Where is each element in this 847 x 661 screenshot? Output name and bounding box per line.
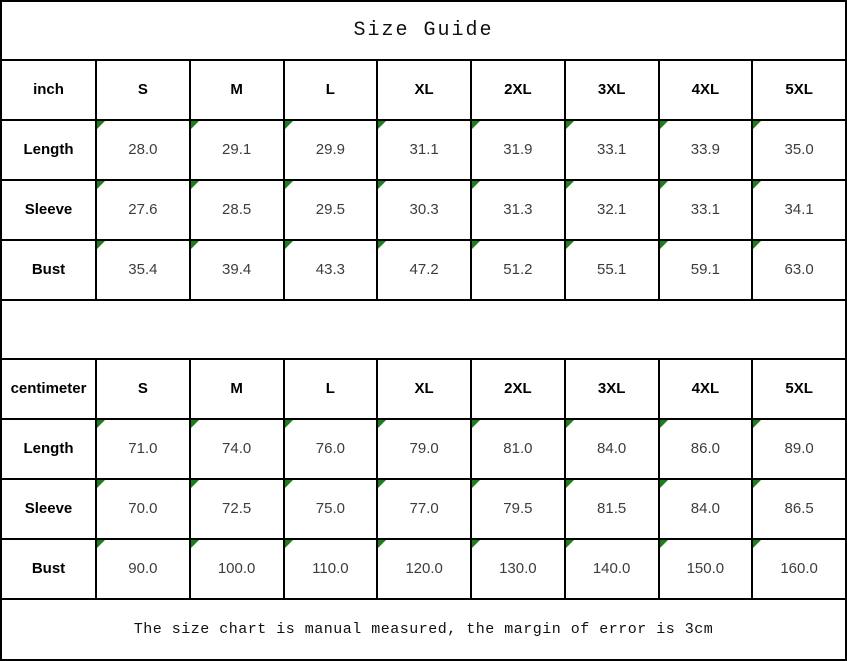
size-header-l: L <box>284 359 378 419</box>
value-cell <box>565 539 659 599</box>
cm-sleeve-row <box>1 479 846 539</box>
value-cell <box>96 240 190 300</box>
cell-flag-icon <box>566 241 574 249</box>
cell-flag-icon <box>660 121 668 129</box>
cell-flag-icon <box>472 540 480 548</box>
value-text: 81.0 <box>503 440 533 458</box>
value-text: 33.9 <box>690 141 720 159</box>
value-text: 34.1 <box>784 201 814 219</box>
value-cell <box>471 180 565 240</box>
value-text: 33.1 <box>597 141 627 159</box>
inch-sleeve-row <box>1 180 846 240</box>
cell-flag-icon <box>97 241 105 249</box>
cell-flag-icon <box>191 540 199 548</box>
inch-length-row <box>1 120 846 180</box>
value-text: 72.5 <box>222 500 252 518</box>
cell-flag-icon <box>472 121 480 129</box>
inch-bust-row <box>1 240 846 300</box>
size-header-m: M <box>190 60 284 120</box>
size-header-4xl: 4XL <box>659 60 753 120</box>
size-header-4xl: 4XL <box>659 359 753 419</box>
value-text: 28.5 <box>222 201 252 219</box>
value-text: 31.9 <box>503 141 533 159</box>
cell-flag-icon <box>191 241 199 249</box>
value-text: 81.5 <box>597 500 627 518</box>
value-text: 100.0 <box>217 560 256 578</box>
value-text: 28.0 <box>128 141 158 159</box>
row-label-bust: Bust <box>1 240 96 300</box>
value-text: 33.1 <box>690 201 720 219</box>
cell-flag-icon <box>285 420 293 428</box>
size-header-5xl: 5XL <box>752 60 846 120</box>
size-header-2xl: 2XL <box>471 60 565 120</box>
value-cell <box>752 120 846 180</box>
cell-flag-icon <box>660 420 668 428</box>
value-text: 150.0 <box>686 560 725 578</box>
value-cell <box>752 240 846 300</box>
cell-flag-icon <box>378 540 386 548</box>
cell-flag-icon <box>753 181 761 189</box>
value-cell <box>284 240 378 300</box>
value-cell <box>752 479 846 539</box>
value-text: 55.1 <box>597 261 627 279</box>
value-text: 59.1 <box>690 261 720 279</box>
value-cell <box>659 120 753 180</box>
value-text: 29.1 <box>222 141 252 159</box>
value-cell <box>659 539 753 599</box>
value-cell <box>96 180 190 240</box>
size-header-l: L <box>284 60 378 120</box>
value-text: 35.4 <box>128 261 158 279</box>
value-cell <box>471 539 565 599</box>
value-cell <box>565 419 659 479</box>
value-cell <box>190 539 284 599</box>
value-text: 84.0 <box>690 500 720 518</box>
size-header-3xl: 3XL <box>565 60 659 120</box>
value-text: 75.0 <box>315 500 345 518</box>
value-cell <box>190 479 284 539</box>
value-text: 76.0 <box>315 440 345 458</box>
value-text: 39.4 <box>222 261 252 279</box>
value-cell <box>284 419 378 479</box>
value-text: 84.0 <box>597 440 627 458</box>
cell-flag-icon <box>97 121 105 129</box>
value-cell <box>96 479 190 539</box>
value-cell <box>377 180 471 240</box>
spacer-row <box>1 300 846 359</box>
cm-header-row <box>1 359 846 419</box>
value-cell <box>284 479 378 539</box>
size-header-m: M <box>190 359 284 419</box>
row-label-sleeve: Sleeve <box>1 479 96 539</box>
value-cell <box>96 419 190 479</box>
value-cell <box>377 120 471 180</box>
value-text: 31.3 <box>503 201 533 219</box>
value-cell <box>752 180 846 240</box>
cell-flag-icon <box>285 480 293 488</box>
row-label-length: Length <box>1 120 96 180</box>
size-header-2xl: 2XL <box>471 359 565 419</box>
row-label-sleeve: Sleeve <box>1 180 96 240</box>
value-text: 70.0 <box>128 500 158 518</box>
value-text: 140.0 <box>592 560 631 578</box>
value-text: 77.0 <box>409 500 439 518</box>
value-cell <box>471 419 565 479</box>
value-text: 79.5 <box>503 500 533 518</box>
inch-header-row <box>1 60 846 120</box>
value-text: 63.0 <box>784 261 814 279</box>
cell-flag-icon <box>97 480 105 488</box>
value-text: 32.1 <box>597 201 627 219</box>
value-text: 31.1 <box>409 141 439 159</box>
value-cell <box>190 419 284 479</box>
size-header-5xl: 5XL <box>752 359 846 419</box>
cell-flag-icon <box>753 480 761 488</box>
value-cell <box>96 120 190 180</box>
cell-flag-icon <box>472 420 480 428</box>
value-text: 30.3 <box>409 201 439 219</box>
value-cell <box>190 180 284 240</box>
value-text: 89.0 <box>784 440 814 458</box>
cell-flag-icon <box>378 420 386 428</box>
value-cell <box>284 539 378 599</box>
row-label-length: Length <box>1 419 96 479</box>
value-cell <box>659 240 753 300</box>
value-text: 74.0 <box>222 440 252 458</box>
value-text: 47.2 <box>409 261 439 279</box>
cell-flag-icon <box>97 181 105 189</box>
value-text: 29.9 <box>315 141 345 159</box>
cell-flag-icon <box>472 480 480 488</box>
value-text: 130.0 <box>499 560 537 578</box>
unit-header-centimeter: centimeter <box>1 359 96 419</box>
value-cell <box>752 419 846 479</box>
footer-note: The size chart is manual measured, the margin of error is 3cm <box>1 599 846 660</box>
cell-flag-icon <box>753 241 761 249</box>
value-cell <box>659 479 753 539</box>
size-header-xl: XL <box>377 359 471 419</box>
cell-flag-icon <box>97 540 105 548</box>
cm-length-row <box>1 419 846 479</box>
value-cell <box>377 479 471 539</box>
value-cell <box>752 539 846 599</box>
cell-flag-icon <box>753 540 761 548</box>
cell-flag-icon <box>378 181 386 189</box>
value-text: 71.0 <box>128 440 158 458</box>
value-cell <box>284 180 378 240</box>
cell-flag-icon <box>378 480 386 488</box>
cell-flag-icon <box>660 181 668 189</box>
unit-header-inch: inch <box>1 60 96 120</box>
value-text: 51.2 <box>503 261 533 279</box>
cell-flag-icon <box>660 540 668 548</box>
title-row <box>1 1 846 60</box>
value-cell <box>377 240 471 300</box>
value-cell <box>377 539 471 599</box>
value-cell <box>471 479 565 539</box>
value-cell <box>565 479 659 539</box>
cell-flag-icon <box>566 420 574 428</box>
page-title: Size Guide <box>1 1 846 60</box>
value-cell <box>565 120 659 180</box>
value-cell <box>659 180 753 240</box>
cell-flag-icon <box>97 420 105 428</box>
size-header-s: S <box>96 359 190 419</box>
size-header-xl: XL <box>377 60 471 120</box>
value-cell <box>190 240 284 300</box>
value-text: 110.0 <box>312 560 349 578</box>
cell-flag-icon <box>378 121 386 129</box>
cell-flag-icon <box>191 420 199 428</box>
cell-flag-icon <box>566 540 574 548</box>
footer-row <box>1 599 846 660</box>
cell-flag-icon <box>191 480 199 488</box>
size-header-s: S <box>96 60 190 120</box>
value-text: 86.0 <box>690 440 720 458</box>
value-text: 27.6 <box>128 201 158 219</box>
value-cell <box>565 180 659 240</box>
cell-flag-icon <box>191 181 199 189</box>
row-label-bust: Bust <box>1 539 96 599</box>
cell-flag-icon <box>285 181 293 189</box>
value-text: 35.0 <box>784 141 814 159</box>
value-cell <box>96 539 190 599</box>
cell-flag-icon <box>753 121 761 129</box>
cell-flag-icon <box>566 121 574 129</box>
value-cell <box>377 419 471 479</box>
value-cell <box>471 120 565 180</box>
spacer-cell <box>1 300 846 359</box>
cell-flag-icon <box>285 121 293 129</box>
cell-flag-icon <box>472 181 480 189</box>
cell-flag-icon <box>378 241 386 249</box>
value-text: 43.3 <box>315 261 345 279</box>
value-cell <box>565 240 659 300</box>
value-cell <box>190 120 284 180</box>
cell-flag-icon <box>285 540 293 548</box>
cell-flag-icon <box>566 181 574 189</box>
cell-flag-icon <box>753 420 761 428</box>
value-text: 90.0 <box>128 560 158 578</box>
cm-bust-row <box>1 539 846 599</box>
value-cell <box>659 419 753 479</box>
size-header-3xl: 3XL <box>565 359 659 419</box>
value-text: 79.0 <box>409 440 439 458</box>
value-cell <box>471 240 565 300</box>
cell-flag-icon <box>566 480 574 488</box>
value-text: 86.5 <box>784 500 814 518</box>
cell-flag-icon <box>660 480 668 488</box>
cell-flag-icon <box>472 241 480 249</box>
cell-flag-icon <box>285 241 293 249</box>
cell-flag-icon <box>660 241 668 249</box>
cell-flag-icon <box>191 121 199 129</box>
value-text: 160.0 <box>780 560 818 578</box>
value-cell <box>284 120 378 180</box>
value-text: 120.0 <box>405 560 443 578</box>
value-text: 29.5 <box>315 201 345 219</box>
